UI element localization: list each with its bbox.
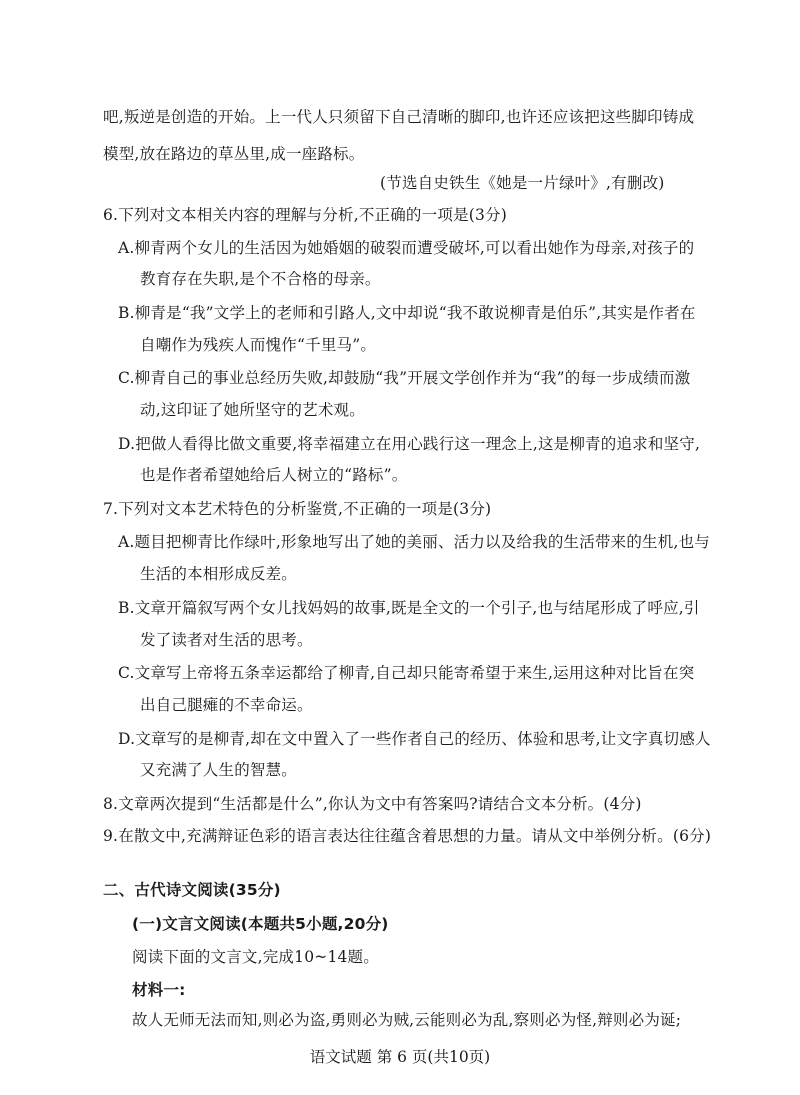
material-label: 材料一:: [132, 981, 186, 999]
q7-option-b-2: 发了读者对生活的思考。: [140, 631, 313, 649]
passage-source: (节选自史铁生《她是一片绿叶》,有删改): [380, 174, 665, 192]
q6-option-b-1: B.柳青是“我”文学上的老师和引路人,文中却说“我不敢说柳青是伯乐”,其实是作者在: [118, 304, 696, 322]
q6-option-c-2: 动,这印证了她所坚守的艺术观。: [140, 401, 365, 419]
q7-option-c-1: C.文章写上帝将五条幸运都给了柳青,自己却只能寄希望于来生,运用这种对比旨在突: [118, 664, 695, 682]
material-text: 故人无师无法而知,则必为盗,勇则必为贼,云能则必为乱,察则必为怪,辩则必为诞;: [132, 1011, 682, 1029]
section-heading: 二、古代诗文阅读(35分): [103, 881, 281, 899]
q7-option-a-1: A.题目把柳青比作绿叶,形象地写出了她的美丽、活力以及给我的生活带来的生机,也与: [118, 533, 710, 551]
passage-line-1: 吧,叛逆是创造的开始。上一代人只须留下自己清晰的脚印,也许还应该把这些脚印铸成: [103, 108, 695, 126]
q6-stem: 6.下列对文本相关内容的理解与分析,不正确的一项是(3分): [103, 206, 507, 224]
passage-line-2: 模型,放在路边的草丛里,成一座路标。: [103, 145, 365, 163]
q7-option-b-1: B.文章开篇叙写两个女儿找妈妈的故事,既是全文的一个引子,也与结尾形成了呼应,引: [118, 599, 700, 617]
q7-option-c-2: 出自己腿瘫的不幸命运。: [140, 696, 313, 714]
q6-option-b-2: 自嘲作为残疾人而愧作“千里马”。: [140, 336, 377, 354]
q6-option-d-1: D.把做人看得比做文重要,将幸福建立在用心践行这一理念上,这是柳青的追求和坚守,: [118, 435, 701, 453]
subsection-heading: (一)文言文阅读(本题共5小题,20分): [132, 915, 389, 933]
q8: 8.文章两次提到“生活都是什么”,你认为文中有答案吗?请结合文本分析。(4分): [103, 795, 642, 813]
q6-option-a-2: 教育存在失职,是个不合格的母亲。: [140, 270, 381, 288]
page-footer: 语文试题 第 6 页(共10页): [309, 1048, 491, 1066]
q7-option-a-2: 生活的本相形成反差。: [140, 565, 298, 583]
q7-stem: 7.下列对文本艺术特色的分析鉴赏,不正确的一项是(3分): [103, 500, 492, 518]
q9: 9.在散文中,充满辩证色彩的语言表达往往蕴含着思想的力量。请从文中举例分析。(6分): [103, 827, 712, 845]
q6-option-a-1: A.柳青两个女儿的生活因为她婚姻的破裂而遭受破坏,可以看出她作为母亲,对孩子的: [118, 239, 695, 257]
reading-instruction: 阅读下面的文言文,完成10~14题。: [132, 948, 379, 966]
q7-option-d-1: D.文章写的是柳青,却在文中置入了一些作者自己的经历、体验和思考,让文字真切感人: [118, 730, 711, 748]
q7-option-d-2: 又充满了人生的智慧。: [140, 761, 298, 779]
q6-option-c-1: C.柳青自己的事业总经历失败,却鼓励“我”开展文学创作并为“我”的每一步成绩而激: [118, 369, 691, 387]
q6-option-d-2: 也是作者希望她给后人树立的“路标”。: [140, 466, 408, 484]
